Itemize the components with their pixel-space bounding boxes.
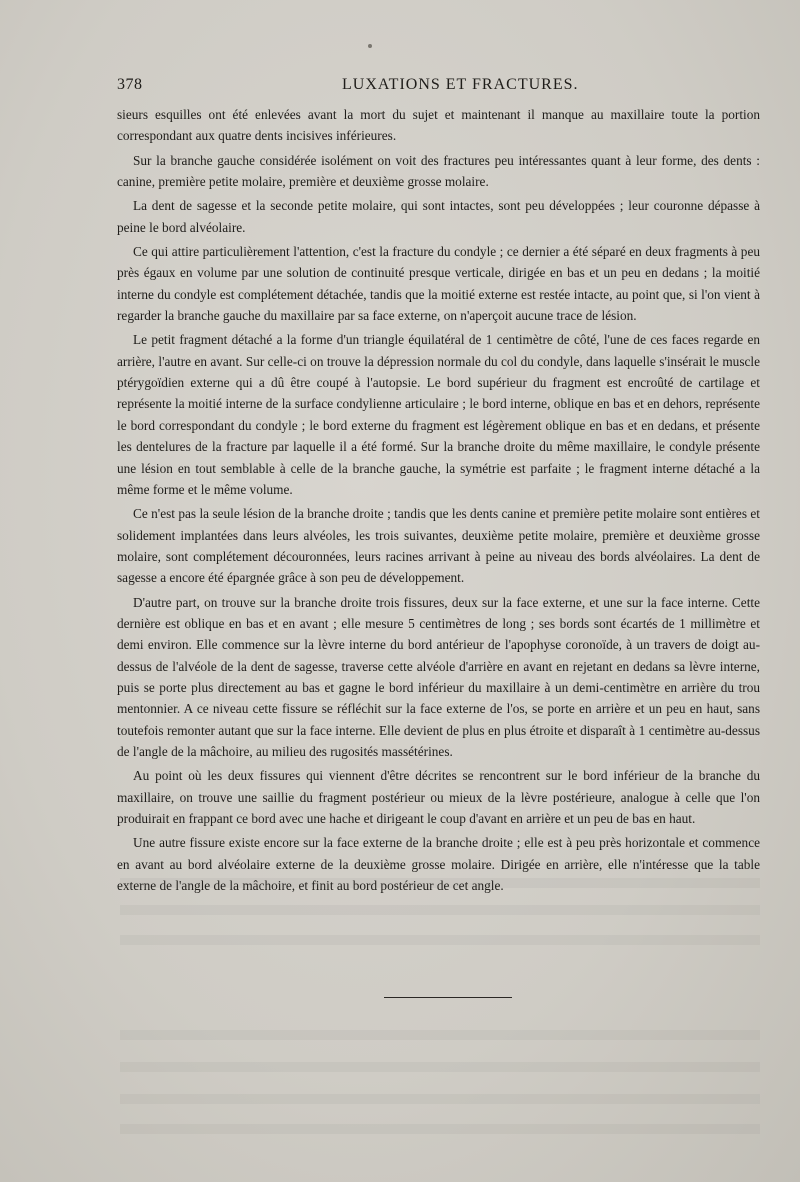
page-number: 378 [117, 76, 143, 93]
show-through-shade [120, 1062, 760, 1072]
running-head: LUXATIONS ET FRACTURES. [342, 76, 579, 93]
paragraph: D'autre part, on trouve sur la branche droite trois fissures, deux sur la face externe, et une sur la face interne. Cette dernière est oblique en bas et en avant ; elle mesure 5 centimètres de long ; ses bords sont écartés de 1 millimètre et demi environ. Elle commence sur la lèvre interne du bord antérieur de l'apophyse coronoïde, à un travers de doigt au-dessus de l'alvéole de la dent de sagesse, traverse cette alvéole d'arrière en avant en rejetant en dedans sa lèvre interne, puis se porte plus directement au bas et gagne le bord inférieur du maxillaire à un demi-centimètre en arrière du trou mentonnier. A ce niveau cette fissure se réfléchit sur la face externe de l'os, se porte en arrière et un peu en haut, sans toutefois remonter autant que sur la face interne. Elle devient de plus en plus étroite et disparaît à 1 centimètre au-dessus de l'angle de la mâchoire, au milieu des rugosités massétérines. [117, 594, 760, 759]
section-divider [384, 997, 512, 998]
paragraph: Sur la branche gauche considérée isolément on voit des fractures peu intéressantes quant à leur forme, des dents : canine, première petite molaire, première et deuxième grosse molaire. [117, 152, 760, 190]
body-text [117, 104, 760, 899]
paragraph: Ce qui attire particulièrement l'attention, c'est la fracture du condyle ; ce dernier a été séparé en deux fragments à peu près égaux en volume par une solution de continuité presque verticale, dirigée en bas et un peu en dedans ; la moitié interne du condyle est complétement détachée, tandis que la moitié externe est restée intacte, au point que, si l'on vient à regarder la branche gauche du maxillaire par sa face externe, on n'aperçoit aucune trace de lésion. [117, 244, 760, 324]
show-through-shade [120, 1030, 760, 1040]
show-through-shade [120, 1094, 760, 1104]
page-header [117, 76, 760, 98]
paragraph: Ce n'est pas la seule lésion de la branche droite ; tandis que les dents canine et première petite molaire sont entières et solidement implantées dans leurs alvéoles, les trois suivantes, deuxième petite molaire, première et deuxième grosse molaire, sont complétement découronnées, leurs racines arrivant à peine au niveau des bords alvéolaires. La dent de sagesse a encore été épargnée grâce à son peu de développement. [117, 506, 760, 586]
paragraph: Le petit fragment détaché a la forme d'un triangle équilatéral de 1 centimètre de côté, l'une de ces faces regarde en arrière, l'autre en avant. Sur celle-ci on trouve la dépression normale du col du condyle, dans laquelle s'insérait le muscle ptérygoïdien externe qui a dû être coupé à l'autopsie. Le bord supérieur du fragment est encroûté de cartilage et représente la moitié interne de la surface condylienne articulaire ; le bord interne, oblique en bas et en dehors, représente le bord correspondant du condyle ; le bord externe du fragment est légèrement oblique en bas et en dedans, et présente les dentelures de la fracture par laquelle il a été formé. Sur la branche droite du même maxillaire, le condyle présente une lésion en tout semblable à celle de la branche gauche, la symétrie est parfaite ; le fragment interne détaché a la même forme et le même volume. [117, 332, 760, 497]
show-through-shade [120, 905, 760, 915]
show-through-shade [120, 878, 760, 888]
paragraph: sieurs esquilles ont été enlevées avant la mort du sujet et maintenant il manque au maxillaire toute la portion correspondant aux quatre dents incisives inférieures. [117, 107, 760, 144]
paragraph: Une autre fissure existe encore sur la face externe de la branche droite ; elle est à peu près horizontale et commence en avant au bord alvéolaire externe de la deuxième grosse molaire. Dirigée en arrière, elle n'intéresse que la table externe de l'angle de la mâchoire, et finit au bord postérieur de cet angle. [117, 835, 760, 894]
paragraph: Au point où les deux fissures qui viennent d'être décrites se rencontrent sur le bord inférieur de la branche du maxillaire, on trouve une saillie du fragment postérieur ou mieux de la lèvre postérieure, analogue à celle que l'on produirait en frappant ce bord avec une hache et dirigeant le coup d'avant en arrière et un peu de bas en haut. [117, 768, 760, 826]
ink-speck [368, 44, 372, 48]
show-through-shade [120, 935, 760, 945]
paragraph: La dent de sagesse et la seconde petite molaire, qui sont intactes, sont peu développées ; leur couronne dépasse à peine le bord alvéolaire. [117, 198, 760, 235]
show-through-shade [120, 1124, 760, 1134]
